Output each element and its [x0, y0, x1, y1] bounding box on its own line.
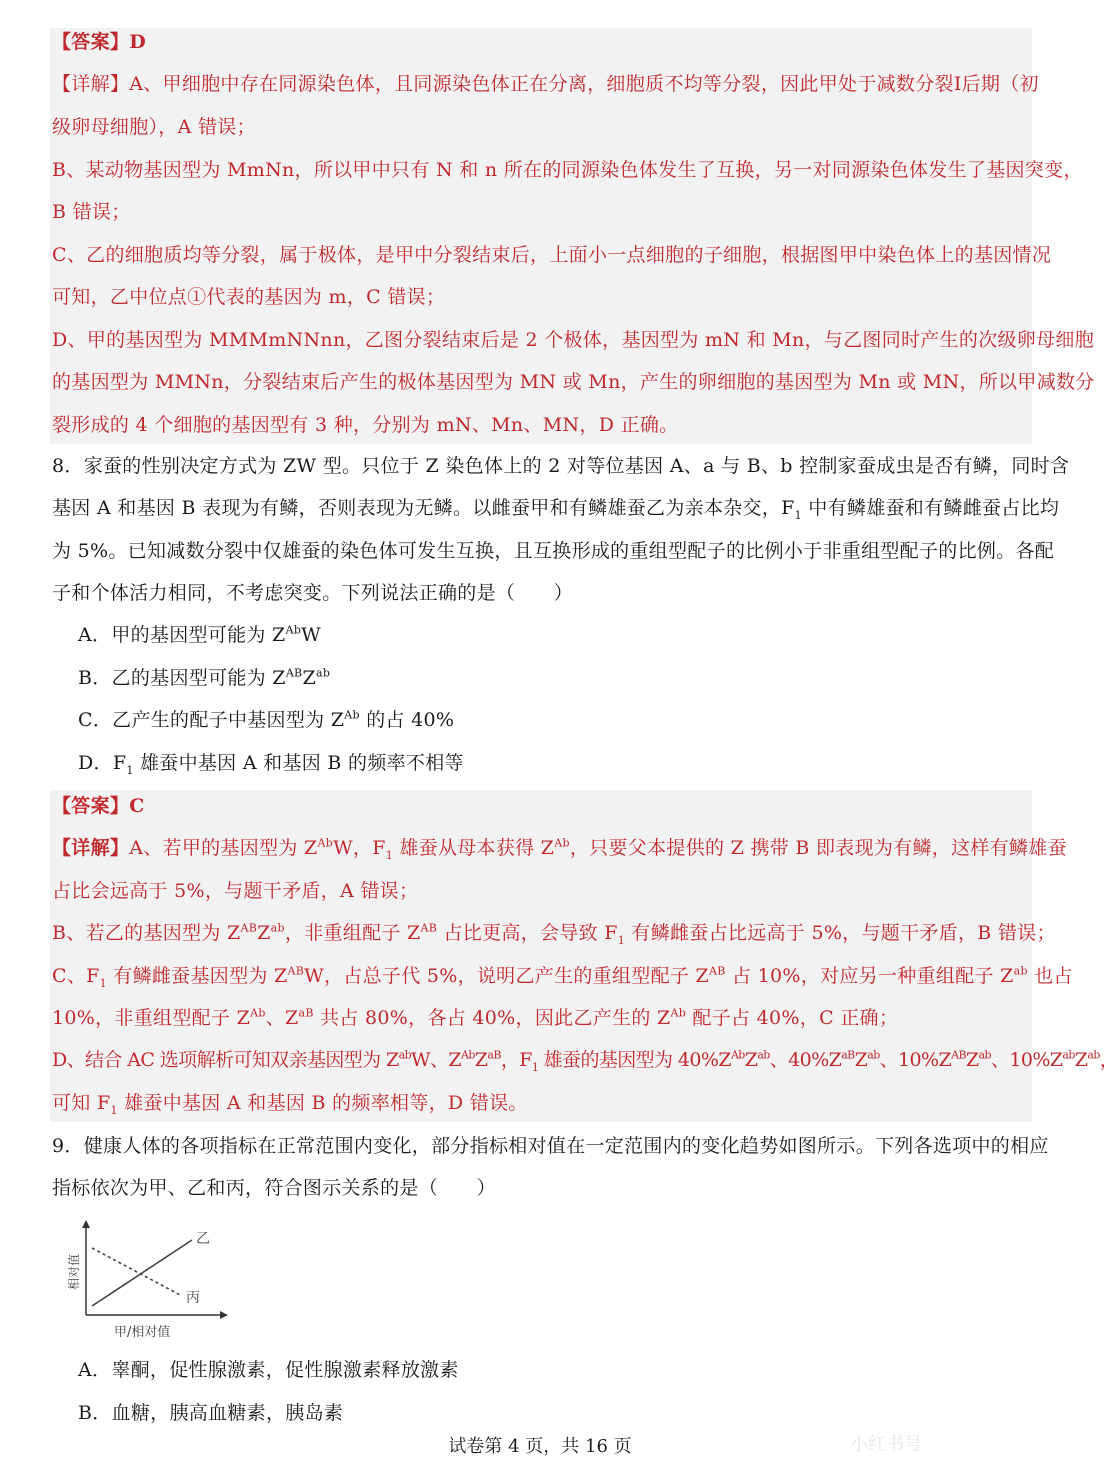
option-a: A．睾酮，促性腺激素，促性腺激素释放激素 — [78, 1359, 459, 1381]
option-a: A．甲的基因型可能为 $Z^{Ab}W$ — [78, 623, 322, 646]
question-9-line: 指标依次为甲、乙和丙，符合图示关系的是（ ） — [52, 1177, 496, 1199]
explanation-line: D、甲的基因型为 MMMmNNnn，乙图分裂结束后是 2 个极体，基因型为 mN 和 Mn，与乙图同时产生的次级卵母细胞 — [52, 329, 1094, 351]
explanation-line: 裂形成的 4 个细胞的基因型有 3 种，分别为 mN、Mn、MN，D 正确。 — [52, 414, 679, 436]
line-yi — [92, 1240, 192, 1306]
explanation-line: 可知，乙中位点①代表的基因为 m，C 错误； — [52, 286, 446, 308]
answer-block-q7 — [50, 28, 1095, 444]
watermark: 小红书号 — [850, 1434, 922, 1455]
question-8-line: 子和个体活力相同，不考虑突变。下列说法正确的是（ ） — [52, 582, 574, 604]
question-8-line: 基因 A 和基因 B 表现为有鳞，否则表现为无鳞。以雌蚕甲和有鳞雄蚕乙为亲本杂交，$F_1$ 中有鳞雄蚕和有鳞雌蚕占比均 — [52, 497, 1060, 522]
question-8-line: 为 5%。已知减数分裂中仅雄蚕的染色体可发生互换，且互换形成的重组型配子的比例小于非重组型配子的比例。各配 — [52, 540, 1055, 562]
y-axis-label: 相对值 — [67, 1253, 81, 1290]
answer-label: 【答案】C — [52, 795, 145, 817]
option-c: C．乙产生的配子中基因型为 $Z^{Ab}$ 的占 40% — [78, 708, 455, 731]
line-bing-label: 丙 — [186, 1290, 200, 1306]
explanation-line: C、乙的细胞质均等分裂，属于极体，是甲中分裂结束后，上面小一点细胞的子细胞，根据图甲中染色体上的基因情况 — [52, 244, 1052, 266]
explanation-line: 占比会远高于 5%，与题干矛盾，A 错误； — [52, 880, 419, 902]
explanation-line: 级卵母细胞），A 错误； — [52, 116, 256, 138]
explanation-line: 【详解】A、若甲的基因型为 $Z^{Ab}W$，$F_1$ 雄蚕从母本获得 $Z^{Ab}$，只要父本提供的 Z 携带 B 即表现为有鳞，这样有鳞雄蚕 — [52, 836, 1067, 862]
y-axis-arrow — [82, 1220, 90, 1228]
explanation-line: C、$F_1$ 有鳞雌蚕基因型为 $Z^{AB}W$，占总子代 5%，说明乙产生的重组型配子 $Z^{AB}$ 占 10%，对应另一种重组配子 $Z^{ab}$ 也占 — [52, 964, 1073, 990]
question-8-line: 8．家蚕的性别决定方式为 ZW 型。只位于 Z 染色体上的 2 对等位基因 A、a 与 B、b 控制家蚕成虫是否有鳞，同时含 — [52, 455, 1070, 477]
explanation-line: 可知 $F_1$ 雄蚕中基因 A 和基因 B 的频率相等，D 错误。 — [52, 1092, 528, 1117]
x-axis-arrow — [220, 1311, 228, 1319]
explanation-line: 【详解】A、甲细胞中存在同源染色体，且同源染色体正在分离，细胞质不均等分裂，因此甲处于减数分裂Ⅰ后期（初 — [52, 73, 1039, 95]
explanation-line: D、结合 AC 选项解析可知双亲基因型为 $Z^{ab}W$、$Z^{Ab}Z^{aB}$，$F_1$ 雄蚕的基因型为 $40\%Z^{Ab}Z^{ab}$、$40\%Z^{aB}Z^{ab}$、$10\%Z^{AB}Z^{ab}$、$10\%Z^{ab}Z^{ab}$， — [52, 1048, 1118, 1074]
answer-label: 【答案】D — [52, 31, 146, 53]
option-d: D．$F_1$ 雄蚕中基因 A 和基因 B 的频率不相等 — [78, 752, 464, 777]
trend-graph — [62, 1218, 232, 1343]
question-9-line: 9．健康人体的各项指标在正常范围内变化，部分指标相对值在一定范围内的变化趋势如图所示。下列各选项中的相应 — [52, 1135, 1049, 1157]
page-footer: 试卷第 4 页，共 16 页 — [448, 1436, 632, 1457]
explanation-line: 10%，非重组型配子 $Z^{Ab}$、$Z^{aB}$ 共占 80%，各占 40%，因此乙产生的 $Z^{Ab}$ 配子占 40%，C 正确； — [52, 1006, 899, 1029]
explanation-line: B、若乙的基因型为 $Z^{AB}Z^{ab}$，非重组配子 $Z^{AB}$ 占比更高，会导致 $F_1$ 有鳞雌蚕占比远高于 5%，与题干矛盾，B 错误； — [52, 921, 1056, 947]
x-axis-label: 甲/相对值 — [114, 1325, 171, 1340]
explanation-line: B、某动物基因型为 MmNn，所以甲中只有 N 和 n 所在的同源染色体发生了互换，另一对同源染色体发生了基因突变， — [52, 159, 1083, 181]
explanation-line: B 错误； — [52, 201, 131, 223]
answer-block-q8 — [50, 790, 1118, 1122]
line-yi-label: 乙 — [196, 1231, 210, 1247]
explanation-line: 的基因型为 MMNn，分裂结束后产生的极体基因型为 MN 或 Mn，产生的卵细胞的基因型为 Mn 或 MN，所以甲减数分 — [52, 371, 1095, 393]
option-b: B．乙的基因型可能为 $Z^{AB}Z^{ab}$ — [78, 666, 331, 689]
option-b: B．血糖，胰高血糖素，胰岛素 — [78, 1402, 344, 1424]
